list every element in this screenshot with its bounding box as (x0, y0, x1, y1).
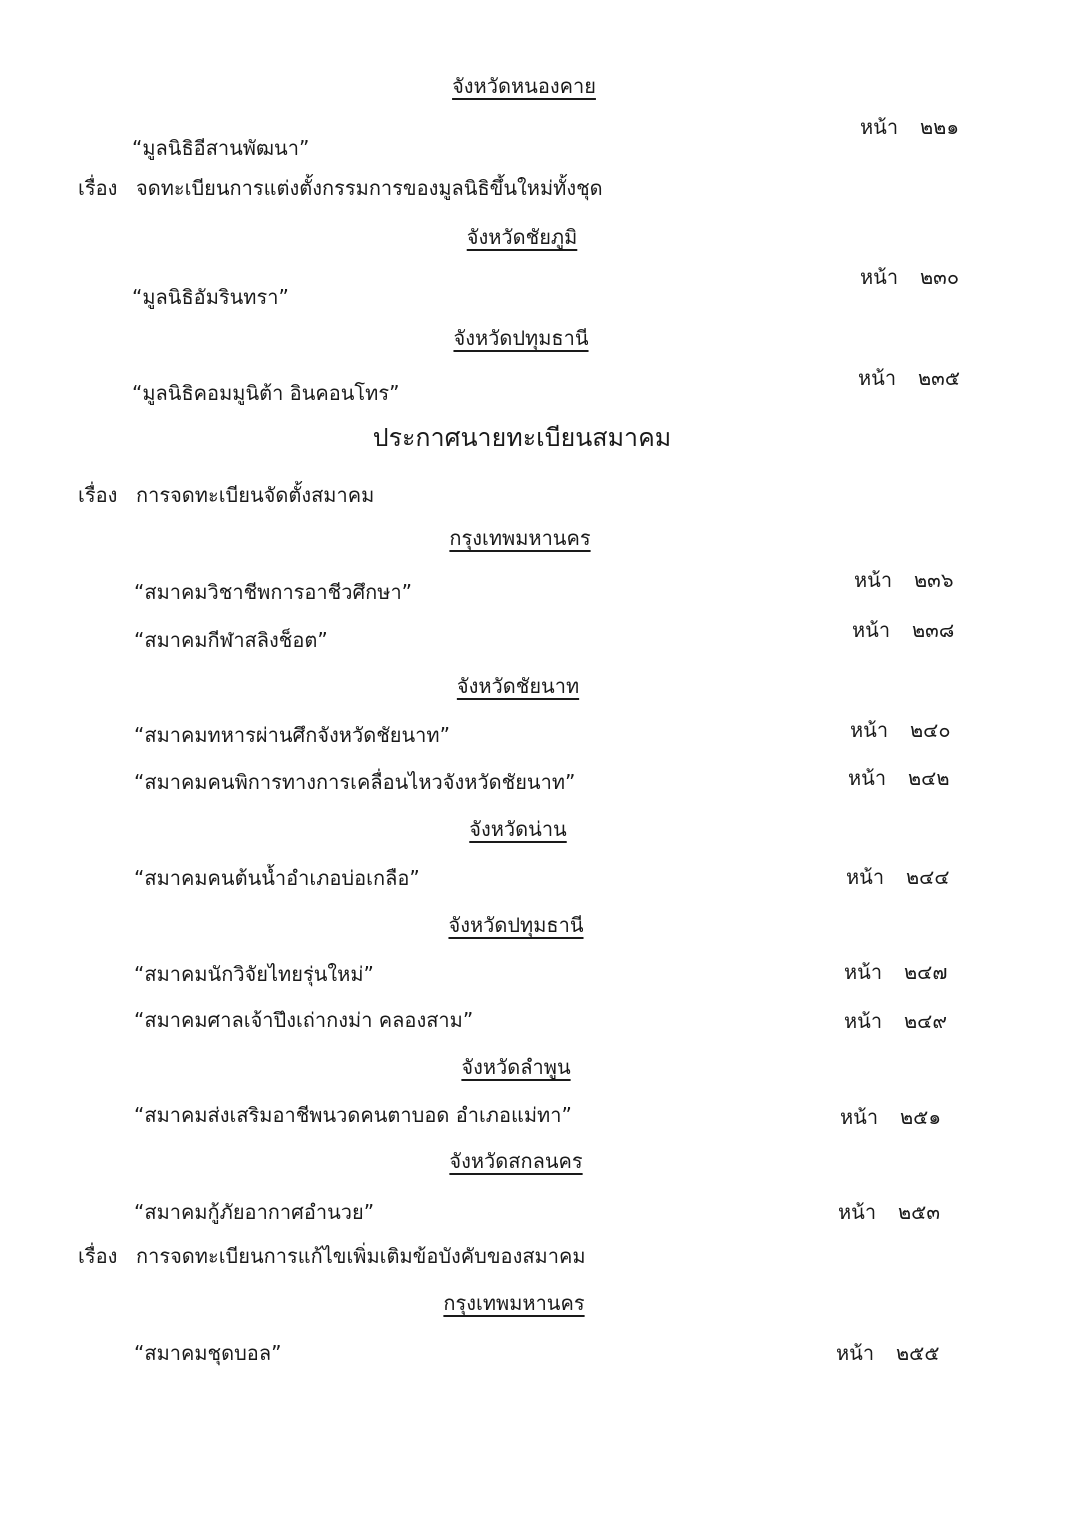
entry-name: “สมาคมกู้ภัยอากาศอำนวย” (134, 1200, 375, 1224)
entry-name: “มูลนิธิอีสานพัฒนา” (132, 136, 310, 160)
entry-name: “มูลนิธิคอมมูนิต้า อินคอนโทร” (132, 381, 400, 405)
province-heading: จังหวัดหนองคาย (452, 74, 596, 98)
page-reference (852, 614, 954, 646)
page-reference (860, 261, 959, 293)
page-reference (846, 861, 949, 893)
page-reference (840, 1101, 941, 1133)
province-heading: กรุงเทพมหานคร (443, 1291, 585, 1315)
province-heading: จังหวัดปทุมธานี (448, 913, 584, 937)
page-label: หน้า (858, 366, 897, 390)
province-heading: จังหวัดปทุมธานี (453, 326, 589, 350)
subject-text: จดทะเบียนการแต่งตั้งกรรมการของมูลนิธิขึ้นใหม่ทั้งชุด (136, 176, 603, 200)
page-label: หน้า (848, 766, 887, 790)
subject-label: เรื่อง (78, 1244, 118, 1268)
entry-name: “สมาคมศาลเจ้าปึงเถ่ากงม่า คลองสาม” (134, 1008, 474, 1032)
subject-text: การจดทะเบียนจัดตั้งสมาคม (136, 483, 375, 507)
entry-name: “สมาคมทหารผ่านศึกจังหวัดชัยนาท” (134, 723, 450, 747)
page-number: ๒๓๕ (918, 366, 960, 390)
entry-name: “สมาคมนักวิจัยไทยรุ่นใหม่” (134, 962, 374, 986)
page-label: หน้า (840, 1105, 879, 1129)
page-label: หน้า (850, 718, 889, 742)
province-heading: จังหวัดชัยนาท (456, 674, 580, 698)
page-label: หน้า (838, 1200, 877, 1224)
page-label: หน้า (854, 568, 893, 592)
page-reference (838, 1196, 940, 1228)
entry-name: “สมาคมกีฬาสลิงช็อต” (134, 628, 328, 652)
entry-name: “สมาคมชุดบอล” (134, 1341, 282, 1365)
entry-name: “สมาคมวิชาชีพการอาชีวศึกษา” (134, 580, 413, 604)
page-number: ๒๔๙ (904, 1009, 947, 1033)
page-number: ๒๕๕ (896, 1341, 940, 1365)
page-number: ๒๓๘ (912, 618, 955, 642)
page-number: ๒๔๐ (910, 718, 951, 742)
subject-label: เรื่อง (78, 176, 118, 200)
province-heading: จังหวัดลำพูน (461, 1055, 571, 1079)
section-title: ประกาศนายทะเบียนสมาคม (372, 423, 672, 452)
page-reference (850, 714, 951, 746)
province-heading: จังหวัดน่าน (469, 817, 567, 841)
province-heading: กรุงเทพมหานคร (449, 526, 591, 550)
page-label: หน้า (860, 115, 899, 139)
page-reference (860, 111, 959, 143)
subject-line (78, 479, 374, 511)
entry-name: “สมาคมคนต้นน้ำอำเภอบ่อเกลือ” (134, 866, 420, 890)
page-number: ๒๕๑ (900, 1105, 942, 1129)
page-number: ๒๓๖ (914, 568, 954, 592)
page-reference (836, 1337, 939, 1369)
page-number: ๒๔๔ (906, 865, 950, 889)
subject-text: การจดทะเบียนการแก้ไขเพิ่มเติมข้อบังคับของสมาคม (136, 1244, 586, 1268)
page-reference (848, 762, 950, 794)
page-number: ๒๓๐ (920, 265, 960, 289)
page-number: ๒๔๒ (908, 766, 950, 790)
page-number: ๒๕๓ (898, 1200, 940, 1224)
page-reference (844, 956, 947, 988)
page-label: หน้า (852, 618, 891, 642)
subject-line (78, 1240, 586, 1272)
page-reference (854, 564, 954, 596)
subject-line (78, 172, 603, 204)
page-label: หน้า (844, 1009, 883, 1033)
page-reference (858, 362, 960, 394)
subject-label: เรื่อง (78, 483, 118, 507)
page-label: หน้า (860, 265, 899, 289)
page-label: หน้า (846, 865, 885, 889)
page-label: หน้า (836, 1341, 875, 1365)
entry-name: “สมาคมส่งเสริมอาชีพนวดคนตาบอด อำเภอแม่ทา” (134, 1103, 572, 1127)
page-label: หน้า (844, 960, 883, 984)
page-number: ๒๔๗ (904, 960, 948, 984)
entry-name: “สมาคมคนพิการทางการเคลื่อนไหวจังหวัดชัยนาท” (134, 770, 576, 794)
province-heading: จังหวัดชัยภูมิ (466, 225, 578, 249)
page-number: ๒๒๑ (920, 115, 960, 139)
entry-name: “มูลนิธิอัมรินทรา” (132, 285, 289, 309)
province-heading: จังหวัดสกลนคร (449, 1149, 583, 1173)
page-reference (844, 1005, 947, 1037)
